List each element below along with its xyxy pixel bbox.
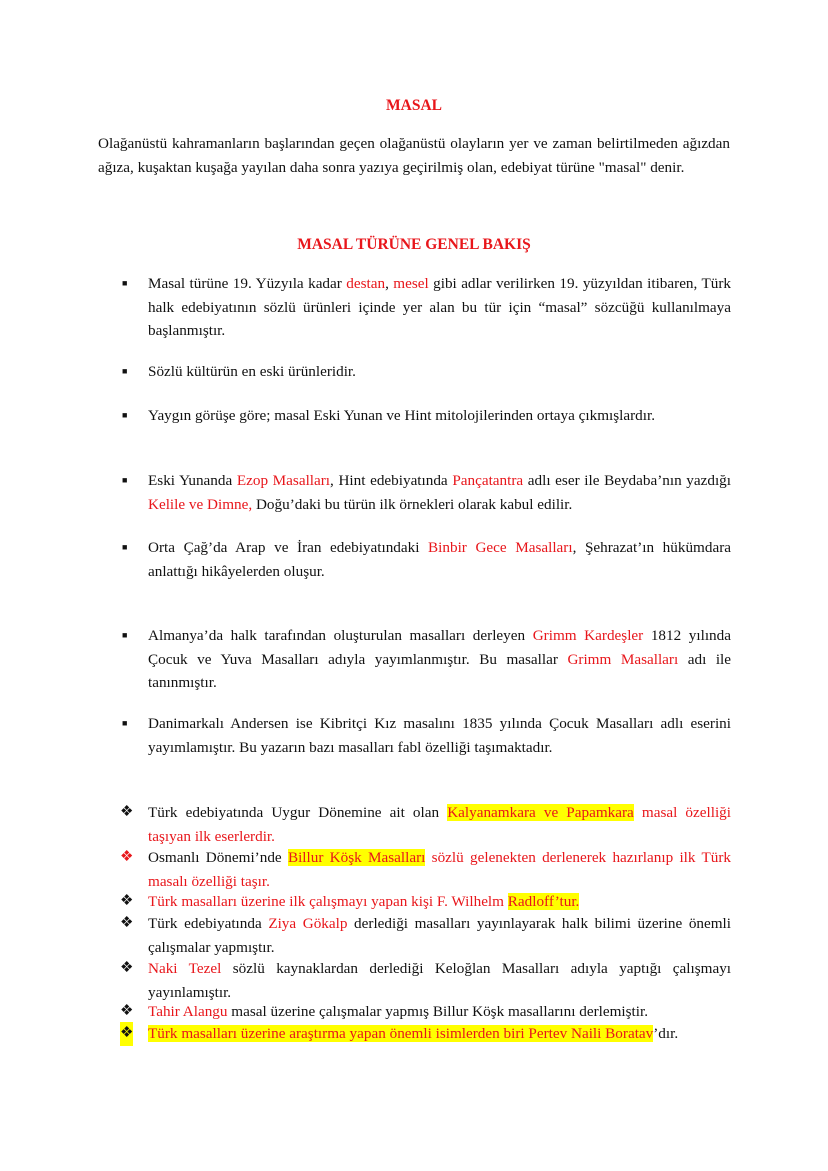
document-title: MASAL [386, 97, 442, 114]
bullet-item-5: ■ Orta Çağ’da Arap ve İran edebiyatındaki Binbir Gece Masalları, Şehrazat’ın hükümdara anlattığı hikâyelerden oluşur. [148, 536, 731, 583]
intro-paragraph: Olağanüstü kahramanların başlarından geçen olağanüstü olayların yer ve zaman belirtilmeden ağızdan ağıza, kuşaktan kuşağa yayılan daha sonra yazıya geçirilmiş olan, edebiyat türüne "masal" denir. [98, 135, 730, 176]
red-term-grimm-kardesler: Grimm Kardeşler [532, 627, 644, 644]
red-term-naki-tezel: Naki Tezel [148, 960, 222, 977]
red-term-ziya-gokalp: Ziya Gökalp [268, 915, 348, 932]
diamond-bullet-icon: ❖ [120, 893, 134, 909]
square-bullet-icon: ■ [122, 410, 128, 420]
star-item-5: ❖ Naki Tezel sözlü kaynaklardan derlediği Keloğlan Masalları adıyla yaptığı çalışmayı yayınlamıştır. [148, 957, 731, 1004]
star-item-3: ❖ Türk masalları üzerine ilk çalışmayı yapan kişi F. Wilhelm Radloff’tur. [148, 890, 731, 914]
diamond-bullet-icon: ❖ [120, 960, 134, 976]
diamond-bullet-icon: ❖ [120, 1022, 133, 1046]
bullet-item-7: ■ Danimarkalı Andersen ise Kibritçi Kız masalını 1835 yılında Çocuk Masalları adlı eserini yayımlamıştır. Bu yazarın bazı masalları fabl özelliği taşımaktadır. [148, 712, 731, 759]
red-term-kelile: Kelile ve Dimne, [148, 495, 253, 513]
highlight-pertev-naili-boratav: Pertev Naili Boratav [528, 1025, 654, 1042]
highlight-radloff: Radloff’tur. [507, 893, 580, 910]
red-term-mesel: mesel [393, 275, 429, 292]
square-bullet-icon: ■ [122, 366, 128, 376]
red-term-tahir-alangu: Tahir Alangu [148, 1003, 228, 1020]
diamond-bullet-icon: ❖ [120, 915, 134, 931]
red-term-ezop: Ezop Masalları [236, 472, 331, 489]
highlight-kalyanamkara: Kalyanamkara ve Papamkara [447, 804, 634, 821]
red-term-grimm-masallari: Grimm Masalları [567, 650, 679, 668]
square-bullet-icon: ■ [122, 278, 128, 288]
square-bullet-icon: ■ [122, 475, 128, 485]
star-item-1: ❖ Türk edebiyatında Uygur Dönemine ait olan Kalyanamkara ve Papamkara masal özelliği taşıyan ilk eserlerdir. [148, 801, 731, 848]
red-term-destan: destan [346, 275, 386, 292]
star-item-7: ❖ Türk masalları üzerine araştırma yapan önemli isimlerden biri Pertev Naili Boratav’dır. [148, 1022, 731, 1046]
bullet-item-3: ■ Yaygın görüşe göre; masal Eski Yunan ve Hint mitolojilerinden ortaya çıkmışlardır. [148, 404, 731, 428]
square-bullet-icon: ■ [122, 542, 128, 552]
diamond-bullet-icon: ❖ [120, 1003, 134, 1019]
bullet-item-1: ■ Masal türüne 19. Yüzyıla kadar destan, mesel gibi adlar verilirken 19. yüzyıldan itibaren, Türk halk edebiyatının sözlü ürünleri içinde yer alan bu tür için “masal” sözcüğü kullanılmaya başlanmıştır. [148, 272, 731, 343]
bullet-item-4: ■ Eski Yunanda Ezop Masalları, Hint edebiyatında Pançatantra adlı eser ile Beydaba’nın yazdığı Kelile ve Dimne, Doğu’daki bu türün ilk örnekleri olarak kabul edilir. [148, 469, 731, 516]
square-bullet-icon: ■ [122, 630, 128, 640]
red-term-binbir: Binbir Gece Masalları [428, 539, 573, 556]
star-item-4: ❖ Türk edebiyatında Ziya Gökalp derlediği masalları yayınlayarak halk bilimi üzerine önemli çalışmalar yapmıştır. [148, 912, 731, 959]
square-bullet-icon: ■ [122, 718, 128, 728]
star-item-2: ❖ Osmanlı Dönemi’nde Billur Köşk Masalları sözlü gelenekten derlenerek hazırlanıp ilk Türk masalı özelliği taşır. [148, 846, 731, 893]
highlight-billur-kosk: Billur Köşk Masalları [287, 849, 426, 866]
diamond-bullet-icon: ❖ [120, 804, 134, 820]
diamond-bullet-icon: ❖ [120, 849, 134, 865]
bullet-item-6: ■ Almanya’da halk tarafından oluşturulan masalları derleyen Grimm Kardeşler 1812 yılında Çocuk ve Yuva Masalları adıyla yayımlanmıştır. Bu masallar Grimm Masalları adı ile tanınmıştır. [148, 624, 731, 695]
bullet-item-2: ■ Sözlü kültürün en eski ürünleridir. [148, 360, 731, 384]
star-item-6: ❖ Tahir Alangu masal üzerine çalışmalar yapmış Billur Köşk masallarını derlemiştir. [148, 1000, 731, 1024]
red-term-pancatantra: Pançatantra [452, 472, 524, 489]
section-title: MASAL TÜRÜNE GENEL BAKIŞ [297, 236, 531, 253]
